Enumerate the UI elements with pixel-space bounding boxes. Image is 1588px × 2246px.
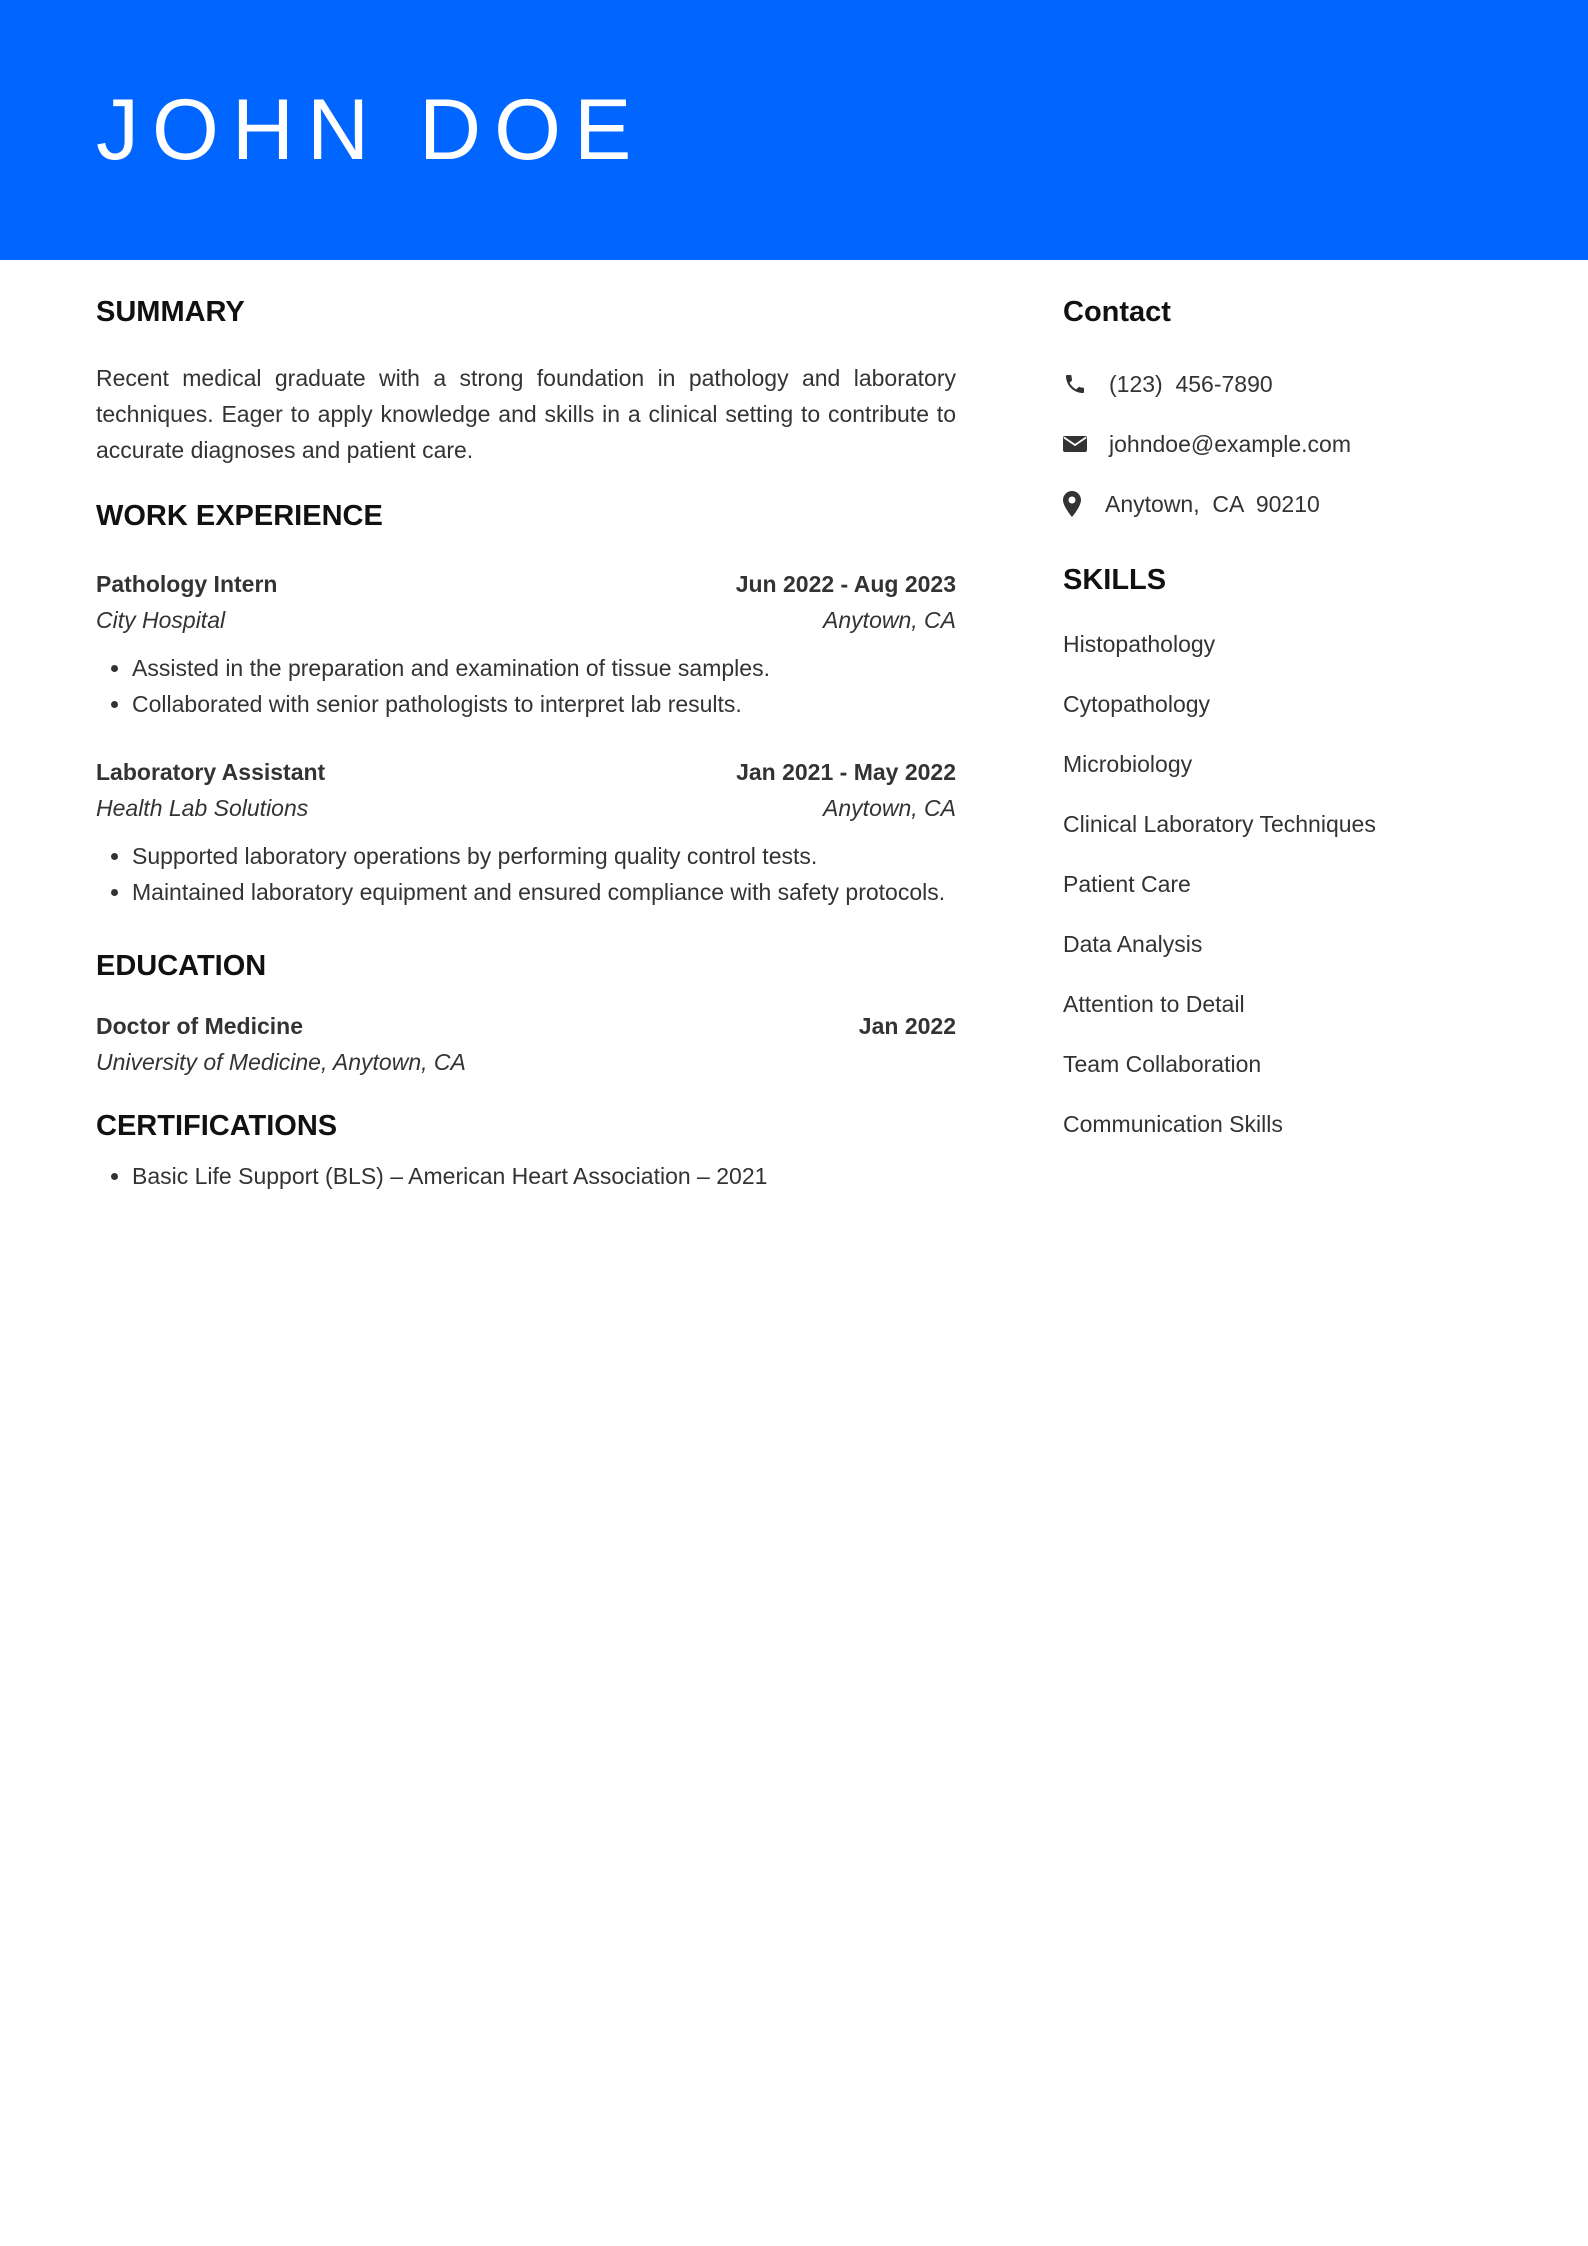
contact-address <box>1063 486 1503 522</box>
education-heading: EDUCATION <box>96 950 267 982</box>
skills-list <box>1063 626 1503 1142</box>
skill-item: Patient Care <box>1063 871 1191 897</box>
envelope-icon <box>1063 431 1089 457</box>
phone-icon <box>1063 371 1089 397</box>
contact-phone-text: (123) 456-7890 <box>1109 370 1273 397</box>
job-bullet: • Maintained laboratory equipment and ensured compliance with safety protocols. <box>132 874 956 910</box>
main-column <box>96 260 956 1194</box>
contact-list <box>1063 366 1503 522</box>
job-dates: Jan 2021 - May 2022 <box>736 759 956 785</box>
job-location: Anytown, CA <box>823 795 956 821</box>
skill-item: Histopathology <box>1063 631 1216 657</box>
contact-email <box>1063 426 1503 462</box>
job-bullet: • Assisted in the preparation and examination of tissue samples. <box>132 650 956 686</box>
job-role: Pathology Intern <box>96 571 278 597</box>
skill-item: Team Collaboration <box>1063 1051 1262 1077</box>
job-organization: Health Lab Solutions <box>96 795 309 821</box>
job-entry <box>96 754 956 910</box>
summary-text: Recent medical graduate with a strong foundation in pathology and laboratory techniques. Eager to apply knowledge and skills in a clinical setting to contribute to accurate diagnoses and patient care. <box>96 365 956 463</box>
map-pin-icon <box>1063 491 1089 517</box>
sidebar-column <box>1063 260 1503 1166</box>
job-bullet: • Collaborated with senior pathologists to interpret lab results. <box>132 686 956 722</box>
skill-item: Cytopathology <box>1063 691 1211 717</box>
header-banner <box>0 0 1588 260</box>
contact-heading: Contact <box>1063 296 1171 328</box>
job-bullets <box>96 650 956 722</box>
contact-phone <box>1063 366 1503 402</box>
education-school: University of Medicine, Anytown, CA <box>96 1049 466 1075</box>
education-entry <box>96 1008 956 1080</box>
certifications-heading: CERTIFICATIONS <box>96 1110 338 1142</box>
certifications-list <box>96 1158 956 1194</box>
job-bullets <box>96 838 956 910</box>
skill-item: Data Analysis <box>1063 931 1203 957</box>
certification-item: • Basic Life Support (BLS) – American Heart Association – 2021 <box>132 1158 956 1194</box>
skill-item: Communication Skills <box>1063 1111 1283 1137</box>
skill-item: Microbiology <box>1063 751 1193 777</box>
candidate-name: JOHN DOE <box>96 82 645 178</box>
job-role: Laboratory Assistant <box>96 759 326 785</box>
job-location: Anytown, CA <box>823 607 956 633</box>
job-dates: Jun 2022 - Aug 2023 <box>735 571 956 597</box>
contact-address-text: Anytown, CA 90210 <box>1105 490 1320 517</box>
skill-item: Clinical Laboratory Techniques <box>1063 811 1376 837</box>
summary-heading: SUMMARY <box>96 296 245 328</box>
job-organization: City Hospital <box>96 607 226 633</box>
skills-heading: SKILLS <box>1063 564 1167 596</box>
skill-item: Attention to Detail <box>1063 991 1245 1017</box>
education-degree: Doctor of Medicine <box>96 1013 304 1039</box>
job-bullet: • Supported laboratory operations by performing quality control tests. <box>132 838 956 874</box>
job-entry <box>96 566 956 722</box>
education-date: Jan 2022 <box>858 1013 956 1039</box>
contact-email-text: johndoe@example.com <box>1109 430 1351 457</box>
work-experience-heading: WORK EXPERIENCE <box>96 500 383 532</box>
